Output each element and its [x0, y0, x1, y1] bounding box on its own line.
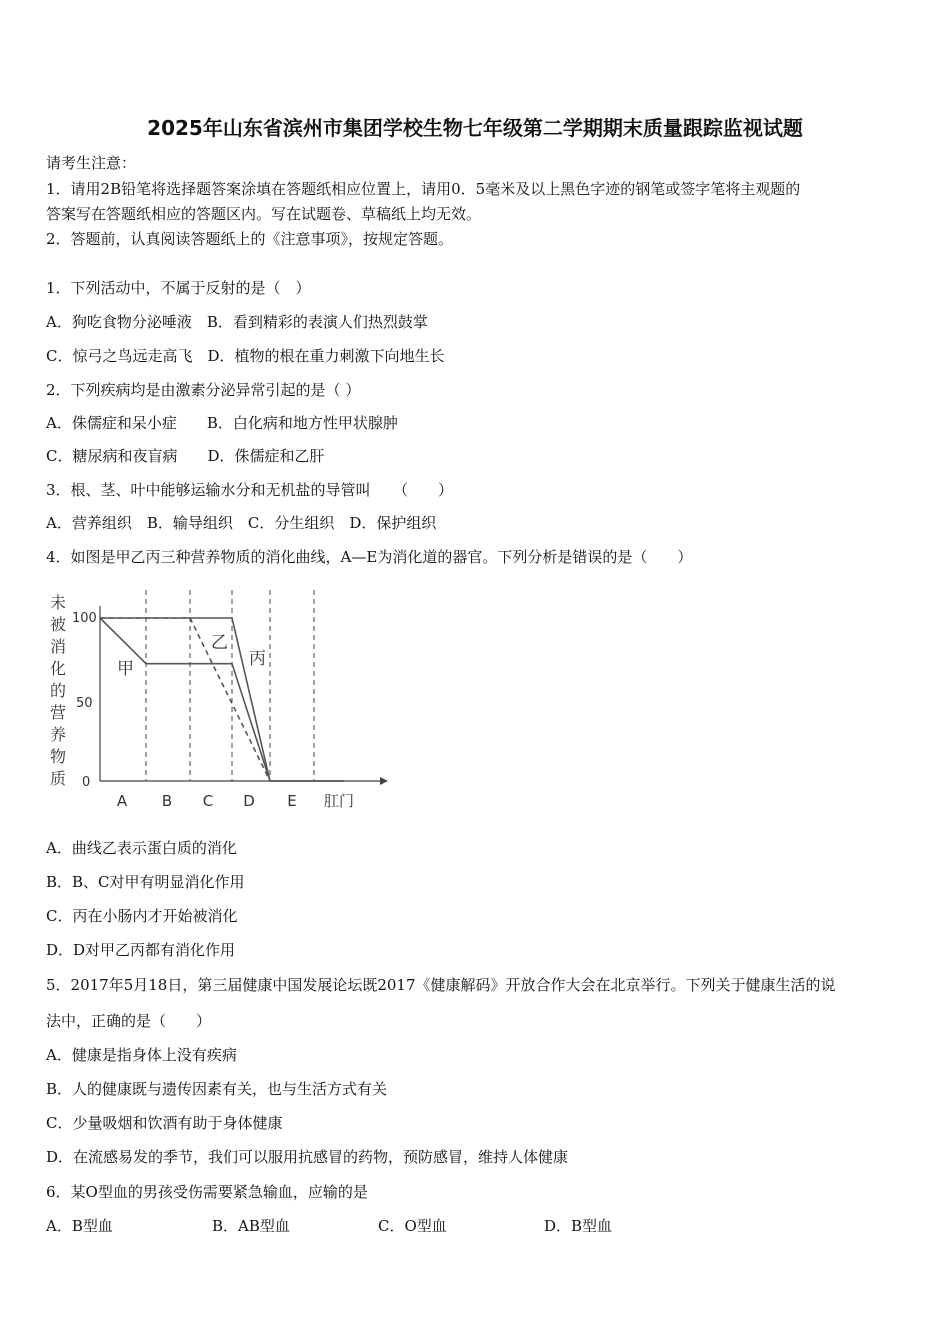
y-axis-label-char: 质 [50, 769, 67, 788]
series-yi-label: 乙 [211, 633, 228, 653]
y-axis-label [50, 593, 66, 788]
notice-heading: 请考生注意： [46, 154, 137, 172]
question-5-option-b: B．人的健康既与遗传因素有关，也与生活方式有关 [46, 1080, 388, 1098]
y-axis-label-char: 消 [50, 637, 67, 656]
y-axis-label-char: 养 [50, 725, 67, 744]
series-jia-label: 甲 [117, 659, 134, 679]
question-6-option-c: C．O型血 [378, 1217, 447, 1235]
question-4-stem: 4．如图是甲乙丙三种营养物质的消化曲线，A—E为消化道的器官。下列分析是错误的是（ ） [46, 548, 693, 566]
y-axis-label-char: 被 [50, 615, 67, 634]
question-1-stem: 1．下列活动中，不属于反射的是（ ） [46, 279, 311, 297]
question-6-options [46, 1215, 612, 1236]
notice-item-1-line-1: 1．请用2B铅笔将选择题答案涂填在答题纸相应位置上，请用0．5毫米及以上黑色字迹的钢笔或签字笔将主观题的 [46, 180, 801, 198]
question-5-option-a: A．健康是指身体上没有疾病 [46, 1046, 237, 1064]
x-tick-label: A [116, 792, 128, 810]
y-axis-label-char: 化 [50, 659, 67, 678]
question-6-option-a: A．B型血 [46, 1217, 113, 1235]
y-tick-0: 0 [82, 775, 91, 790]
question-5-stem-line-2: 法中，正确的是（ ） [46, 1012, 212, 1030]
question-1-options-row-1: A．狗吃食物分泌唾液 B．看到精彩的表演人们热烈鼓掌 [46, 313, 428, 331]
notice-item-1-line-2: 答案写在答题纸相应的答题区内。写在试题卷、草稿纸上均无效。 [46, 205, 482, 223]
question-5-option-d: D．在流感易发的季节，我们可以服用抗感冒的药物，预防感冒，维持人体健康 [46, 1148, 569, 1166]
y-axis-label-char: 未 [50, 593, 67, 612]
y-axis-label-char: 营 [50, 703, 67, 722]
y-tick-100: 100 [72, 611, 97, 626]
question-4-option-d: D．D对甲乙丙都有消化作用 [46, 941, 236, 959]
question-6-option-d: D．B型血 [544, 1217, 613, 1235]
question-2-options-row-2: C．糖尿病和夜盲病 D．侏儒症和乙肝 [46, 447, 325, 465]
x-tick-label: B [161, 792, 173, 810]
x-category-labels [117, 792, 354, 810]
x-tick-label: 肛门 [323, 792, 355, 810]
question-1-options-row-2: C．惊弓之鸟远走高飞 D．植物的根在重力刺激下向地生长 [46, 347, 445, 365]
question-4-option-a: A．曲线乙表示蛋白质的消化 [46, 839, 237, 857]
question-2-stem: 2．下列疾病均是由激素分泌异常引起的是（ ） [46, 381, 361, 399]
notice-item-2: 2．答题前，认真阅读答题纸上的《注意事项》，按规定答题。 [46, 230, 454, 248]
question-5-stem-line-1: 5．2017年5月18日，第三届健康中国发展论坛既2017《健康解码》开放合作大会在北京举行。下列关于健康生活的说 [46, 976, 836, 994]
question-3-options-row-1: A．营养组织 B．输导组织 C．分生组织 D．保护组织 [46, 514, 437, 532]
x-tick-label: C [202, 792, 214, 810]
x-tick-label: D [243, 792, 255, 810]
series-bing-label: 丙 [249, 649, 266, 669]
x-axis-arrow [380, 777, 388, 785]
x-tick-label: E [287, 792, 297, 810]
question-2-options-row-1: A．侏儒症和呆小症 B．白化病和地方性甲状腺肿 [46, 414, 398, 432]
question-6-option-b: B．AB型血 [212, 1217, 290, 1235]
question-4-option-c: C．丙在小肠内才开始被消化 [46, 907, 238, 925]
question-3-stem: 3．根、茎、叶中能够运输水分和无机盐的导管叫 （ ） [46, 481, 454, 499]
y-axis-label-char: 的 [50, 681, 67, 700]
question-6-stem: 6．某O型血的男孩受伤需要紧急输血，应输的是 [46, 1183, 368, 1201]
question-5-option-c: C．少量吸烟和饮酒有助于身体健康 [46, 1114, 283, 1132]
question-4-option-b: B．B、C对甲有明显消化作用 [46, 873, 245, 891]
y-tick-50: 50 [76, 696, 93, 711]
y-axis-label-char: 物 [50, 747, 67, 766]
digestion-curve-chart [44, 584, 394, 816]
page-title: 2025年山东省滨州市集团学校生物七年级第二学期期末质量跟踪监视试题 [147, 116, 803, 140]
